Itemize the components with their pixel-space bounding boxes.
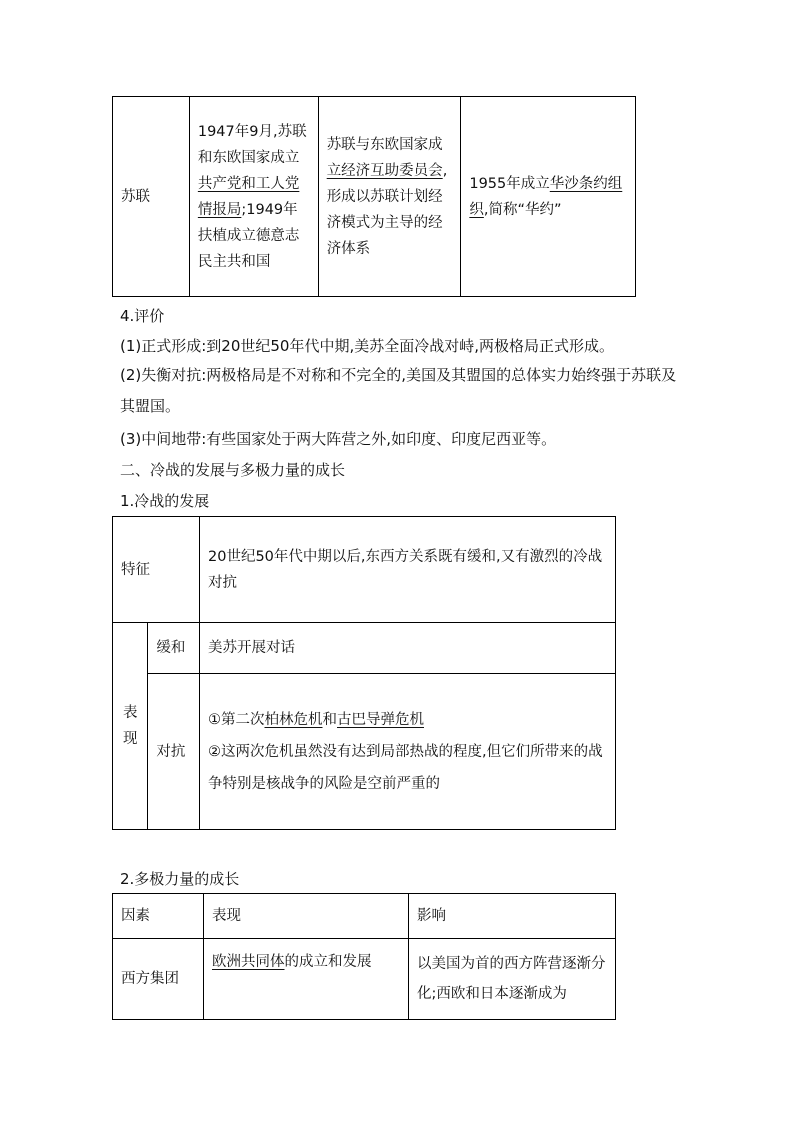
underlined-term: 共产党和工人党情报局 (197, 175, 300, 218)
evaluation-item: (1)正式形成:到20世纪50年代中期,美苏全面冷战对峙,两极格局正式形成。 (120, 337, 615, 355)
factor-cell: 西方集团 (113, 939, 204, 1020)
performance-label: 表现 (113, 623, 148, 830)
table-row (113, 97, 636, 297)
column-header: 因素 (113, 894, 204, 939)
table-row (113, 623, 616, 674)
evaluation-item: (3)中间地带:有些国家处于两大阵营之外,如印度、印度尼西亚等。 (120, 430, 557, 448)
underlined-term: 立经济互助委员会 (326, 162, 443, 179)
multipolar-table (112, 893, 616, 1020)
row-label: 苏联 (113, 97, 190, 297)
ease-text: 美苏开展对话 (200, 623, 616, 674)
column-header: 影响 (409, 894, 616, 939)
table-header-row (113, 894, 616, 939)
table-row (113, 939, 616, 1020)
cell-economic: 苏联与东欧国家成立经济互助委员会,形成以苏联计划经济模式为主导的经济体系 (318, 97, 461, 297)
section-heading: 二、冷战的发展与多极力量的成长 (120, 461, 346, 479)
performance-cell: 欧洲共同体的成立和发展 (204, 939, 409, 1020)
evaluation-item: (2)失衡对抗:两极格局是不对称和不完全的,美国及其盟国的总体实力始终强于苏联及其盟国。 (120, 366, 677, 415)
table-row (113, 674, 616, 830)
cell-military: 1955年成立华沙条约组织,简称“华约” (461, 97, 636, 297)
subsection-heading: 2.多极力量的成长 (120, 870, 240, 888)
underlined-term: 柏林危机 (264, 711, 323, 728)
section-heading: 4.评价 (120, 307, 165, 325)
conflict-text: ①第二次柏林危机和古巴导弹危机 ②这两次危机虽然没有达到局部热战的程度,但它们所带来的战争特别是核战争的风险是空前严重的 (200, 674, 616, 830)
column-header: 表现 (204, 894, 409, 939)
underlined-term: 欧洲共同体 (212, 954, 285, 970)
feature-text: 20世纪50年代中期以后,东西方关系既有缓和,又有激烈的冷战对抗 (200, 517, 616, 623)
feature-label: 特征 (113, 517, 200, 623)
underlined-term: 古巴导弹危机 (337, 711, 424, 728)
conflict-label: 对抗 (148, 674, 200, 830)
table-row (113, 517, 616, 623)
effect-cell: 以美国为首的西方阵营逐渐分化;西欧和日本逐渐成为 (409, 939, 616, 1020)
underlined-term: 华沙条约组织 (469, 175, 623, 218)
soviet-table (112, 96, 636, 297)
ease-label: 缓和 (148, 623, 200, 674)
cold-war-table (112, 516, 616, 830)
cell-political: 1947年9月,苏联和东欧国家成立共产党和工人党情报局;1949年扶植成立德意志民主共和国 (189, 97, 318, 297)
subsection-heading: 1.冷战的发展 (120, 492, 210, 510)
